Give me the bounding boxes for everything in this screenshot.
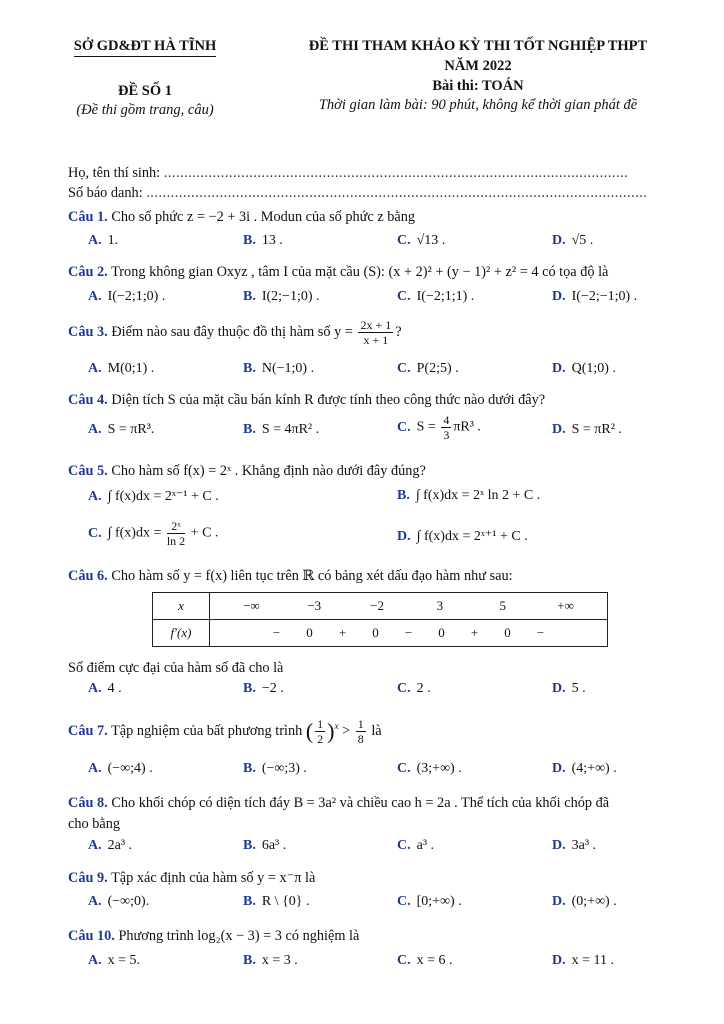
question-2 — [68, 264, 608, 281]
q1-option-d[interactable]: D. √5 . — [552, 233, 594, 248]
sign-table-fprime-label: f′(x) — [153, 620, 210, 647]
q7-option-b[interactable]: B. (−∞;3) . — [243, 761, 307, 776]
sign-table-row-fprime — [153, 620, 608, 647]
question-8 — [68, 795, 609, 812]
q8-option-d[interactable]: D. 3a³ . — [552, 838, 597, 853]
sign-cell: 0 — [372, 625, 379, 640]
student-name-label: Họ, tên thí sinh: — [68, 165, 161, 181]
q4-option-c[interactable]: C. S = $\frac{4}{3}$ πR³ . — [397, 413, 481, 442]
x-value: −3 — [307, 598, 322, 613]
sign-cell: + — [338, 625, 347, 640]
fraction: $\frac{2x + 1}{x + 1}$ — [360, 318, 392, 347]
exam-subject: Bài thi: TOÁN — [432, 78, 524, 94]
sign-cell: 0 — [504, 625, 511, 640]
q3-option-c[interactable]: C. P(2;5) . — [397, 361, 459, 376]
question-number: Câu 6. — [68, 568, 108, 584]
q5-option-c[interactable]: C. ∫ f(x)dx = $\frac{\text{2ˣ}}{\ln 2}$ + C . — [88, 519, 219, 548]
exam-time: Thời gian làm bài: 90 phút, không kể thời gian phát đề — [318, 97, 638, 113]
sign-cell: − — [272, 625, 281, 640]
q3-option-a[interactable]: A. M(0;1) . — [88, 361, 155, 376]
question-text: Tập nghiệm của bất phương trình — [111, 722, 303, 739]
sign-cell: + — [470, 625, 479, 640]
question-number: Câu 7. — [68, 722, 108, 739]
question-number: Câu 10. — [68, 928, 115, 944]
question-6 — [68, 568, 513, 585]
question-7: Câu 7. Tập nghiệm của bất phương trình ( $\frac{1}{2}$ )$^x$ > $\frac{1}{8}$ là — [68, 717, 382, 746]
q3-option-b[interactable]: B. N(−1;0) . — [243, 361, 315, 376]
question-text: Cho hàm số f(x) = 2ˣ . Khẳng định nào dưới đây đúng? — [111, 463, 426, 479]
sign-table — [152, 592, 608, 647]
q6-option-d[interactable]: D. 5 . — [552, 681, 586, 696]
sign-cell: 0 — [306, 625, 313, 640]
question-text: Trong không gian Oxyz , tâm I của mặt cầu (S): (x + 2)² + (y − 1)² + z² = 4 có tọa độ là — [111, 264, 609, 280]
header-left — [60, 38, 230, 119]
q5-option-d[interactable]: D. ∫ f(x)dx = 2ˣ⁺¹ + C . — [397, 529, 528, 544]
question-6-followup — [68, 660, 283, 677]
q5-option-b[interactable]: B. ∫ f(x)dx = 2ˣ ln 2 + C . — [397, 488, 541, 503]
header-right — [268, 38, 688, 114]
question-text: Tập xác định của hàm số y = x⁻π là — [111, 870, 316, 886]
x-value: −2 — [370, 598, 384, 613]
question-3: Câu 3. Điểm nào sau đây thuộc đồ thị hàm số y = $\frac{2x + 1}{x + 1}$ ? — [68, 318, 402, 347]
q3-option-d[interactable]: D. Q(1;0) . — [552, 361, 616, 376]
question-text: cho bằng — [68, 816, 121, 832]
sign-table-x-values — [210, 593, 608, 620]
x-value: 5 — [499, 598, 506, 613]
question-9 — [68, 870, 315, 887]
q10-option-c[interactable]: C. x = 6 . — [397, 953, 453, 968]
sign-table-x-label: x — [153, 593, 210, 620]
question-text: Cho khối chóp có diện tích đáy B = 3a² và chiều cao h = 2a . Thể tích của khối chóp đã — [111, 795, 610, 811]
q10-option-b[interactable]: B. x = 3 . — [243, 953, 298, 968]
question-number: Câu 3. — [68, 323, 108, 340]
question-number: Câu 9. — [68, 870, 108, 886]
question-number: Câu 5. — [68, 463, 108, 479]
question-number: Câu 2. — [68, 264, 108, 280]
fraction: $\frac{1}{2}$ — [317, 717, 324, 746]
x-value: +∞ — [557, 598, 574, 613]
question-text: Cho hàm số y = f(x) liên tục trên ℝ có bảng xét dấu đạo hàm như sau: — [111, 568, 513, 584]
exam-note: (Đề thi gồm trang, câu) — [76, 102, 214, 118]
x-value: −∞ — [243, 598, 260, 613]
exam-code: ĐỀ SỐ 1 — [118, 83, 172, 99]
question-text: Cho số phức z = −2 + 3i . Modun của số phức z bằng — [111, 209, 416, 225]
fraction: $\frac{1}{8}$ — [357, 717, 364, 746]
fraction: $\frac{4}{3}$ — [443, 413, 450, 442]
student-name-dots: .................................................................................................................. — [163, 165, 629, 181]
q9-option-d[interactable]: D. (0;+∞) . — [552, 894, 617, 909]
sign-cell: − — [404, 625, 413, 640]
q9-option-b[interactable]: B. R \ {0} . — [243, 894, 310, 909]
question-8-line-2 — [68, 816, 120, 833]
question-5 — [68, 463, 426, 480]
q7-option-a[interactable]: A. (−∞;4) . — [88, 761, 153, 776]
question-text: Phương trình log₂(x − 3) = 3 có nghiệm là — [118, 928, 360, 944]
q4-option-a[interactable]: A. S = πR³. — [88, 422, 155, 437]
exam-title: ĐỀ THI THAM KHẢO KỲ THI TỐT NGHIỆP THPT — [308, 38, 648, 54]
question-text: Diện tích S của mặt cầu bán kính R được tính theo công thức nào dưới đây? — [111, 392, 546, 408]
q10-option-d[interactable]: D. x = 11 . — [552, 953, 615, 968]
question-number: Câu 1. — [68, 209, 108, 225]
q6-option-c[interactable]: C. 2 . — [397, 681, 431, 696]
question-number: Câu 4. — [68, 392, 108, 408]
student-name-line — [68, 165, 628, 182]
sign-cell: − — [536, 625, 545, 640]
exam-year: NĂM 2022 — [444, 58, 512, 74]
q8-option-b[interactable]: B. 6a³ . — [243, 838, 287, 853]
fraction: $\frac{\text{2ˣ}}{\ln 2}$ — [166, 519, 186, 548]
q1-option-c[interactable]: C. √13 . — [397, 233, 446, 248]
q4-option-d[interactable]: D. S = πR² . — [552, 422, 622, 437]
q2-option-b[interactable]: B. I(2;−1;0) . — [243, 289, 320, 304]
q1-option-b[interactable]: B. 13 . — [243, 233, 283, 248]
sign-table-row-x — [153, 593, 608, 620]
q7-option-c[interactable]: C. (3;+∞) . — [397, 761, 462, 776]
student-id-dots: ........................................................................................................................... — [146, 185, 648, 201]
q7-option-d[interactable]: D. (4;+∞) . — [552, 761, 617, 776]
q8-option-c[interactable]: C. a³ . — [397, 838, 435, 853]
org-name: SỞ GD&ĐT HÀ TĨNH — [60, 38, 230, 57]
q8-option-a[interactable]: A. 2a³ . — [88, 838, 133, 853]
student-id-label: Số báo danh: — [68, 185, 143, 201]
question-text: Số điểm cực đại của hàm số đã cho là — [68, 660, 284, 676]
student-id-line — [68, 185, 647, 202]
q2-option-c[interactable]: C. I(−2;1;1) . — [397, 289, 475, 304]
question-10 — [68, 928, 359, 945]
q9-option-c[interactable]: C. [0;+∞) . — [397, 894, 462, 909]
question-1 — [68, 209, 415, 226]
q5-option-a[interactable]: A. ∫ f(x)dx = 2ˣ⁻¹ + C . — [88, 489, 219, 504]
q1-option-a[interactable]: A. 1. — [88, 233, 119, 248]
question-number: Câu 8. — [68, 795, 108, 811]
q6-option-b[interactable]: B. −2 . — [243, 681, 284, 696]
question-4 — [68, 392, 545, 409]
x-value: 3 — [436, 598, 444, 613]
q10-option-a[interactable]: A. x = 5. — [88, 953, 141, 968]
question-text: Điểm nào sau đây thuộc đồ thị hàm số y = — [111, 323, 353, 340]
q9-option-a[interactable]: A. (−∞;0). — [88, 894, 150, 909]
sign-cell: 0 — [438, 625, 445, 640]
q4-option-b[interactable]: B. S = 4πR² . — [243, 422, 320, 437]
q2-option-a[interactable]: A. I(−2;1;0) . — [88, 289, 166, 304]
q2-option-d[interactable]: D. I(−2;−1;0) . — [552, 289, 638, 304]
q6-option-a[interactable]: A. 4 . — [88, 681, 122, 696]
sign-table-signs — [210, 620, 608, 647]
